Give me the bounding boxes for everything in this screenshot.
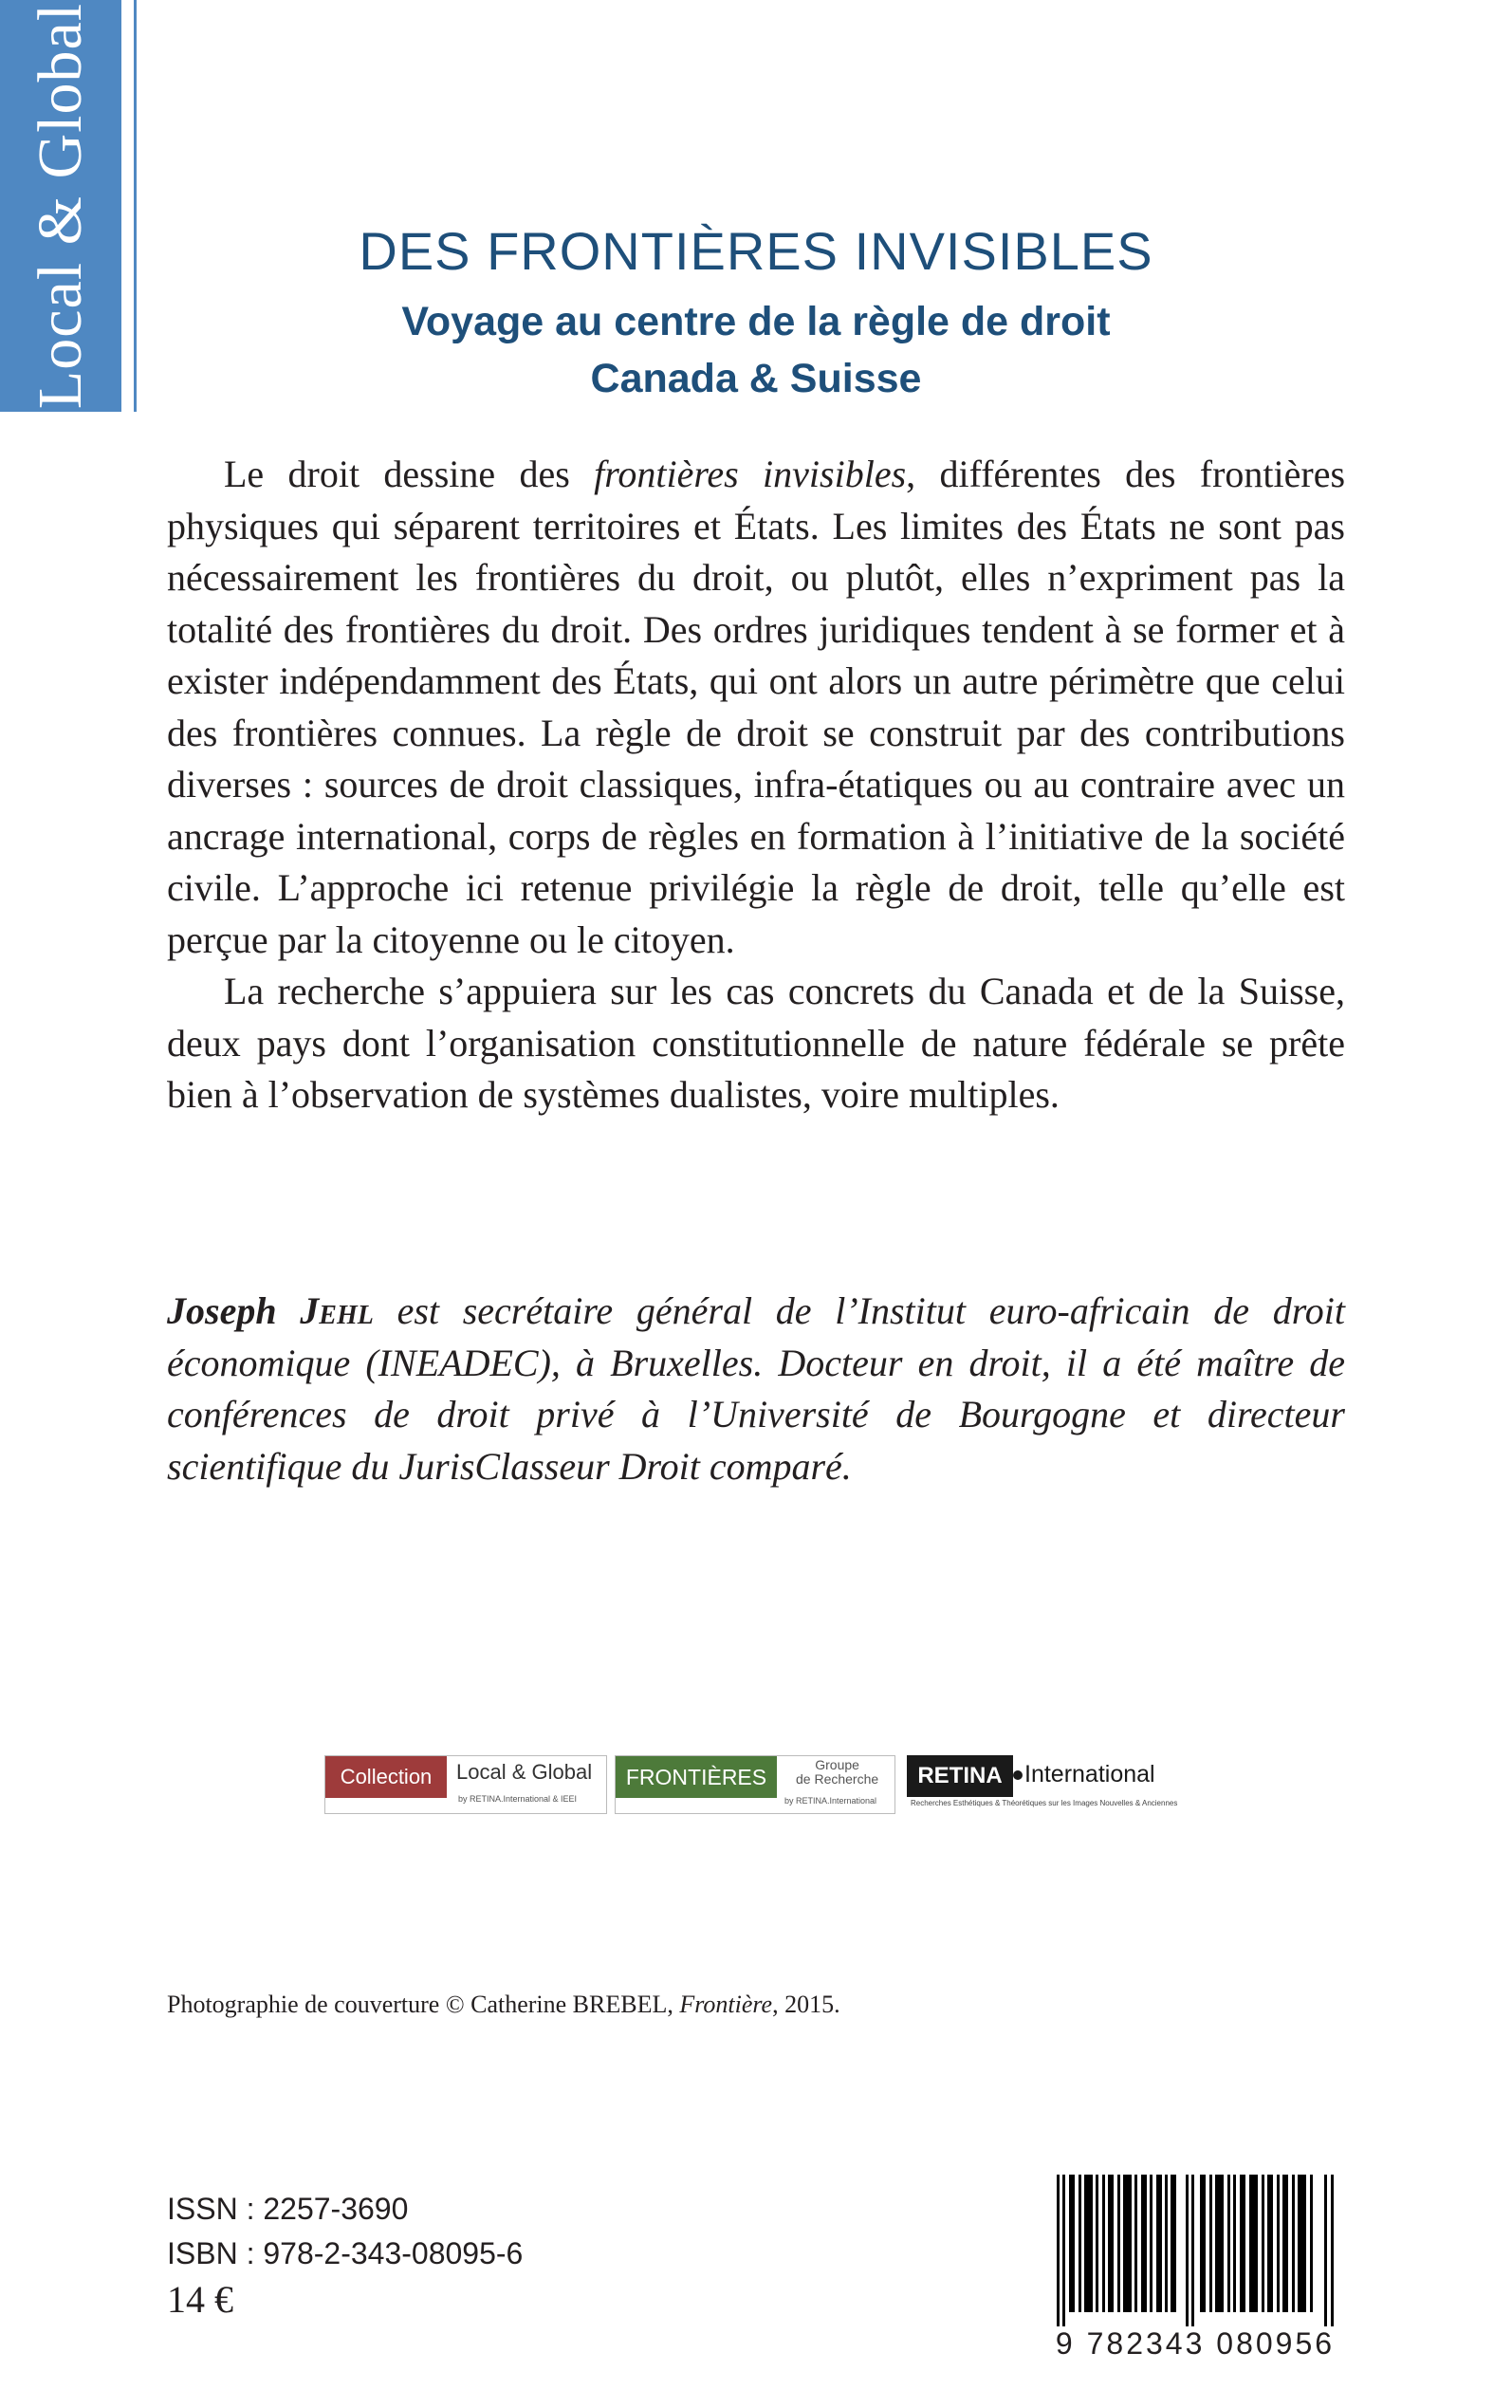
retina-logo-label: RETINA bbox=[907, 1755, 1013, 1797]
retina-logo bbox=[907, 1755, 1188, 1812]
retina-logo-dot bbox=[1013, 1770, 1023, 1780]
retina-logo-name: International bbox=[1024, 1761, 1155, 1787]
spine-tab bbox=[0, 0, 121, 412]
summary-paragraph-1 bbox=[167, 449, 1345, 966]
frontieres-logo-label: FRONTIÈRES bbox=[616, 1756, 777, 1798]
photo-credit bbox=[167, 1991, 840, 2019]
summary-p1-start: Le droit dessine des bbox=[224, 453, 595, 495]
retina-logo-tagline: Recherches Esthétiques & Théorétiques sur les Images Nouvelles & Anciennes bbox=[911, 1799, 1178, 1807]
barcode bbox=[1053, 2175, 1337, 2326]
issn: ISSN : 2257-3690 bbox=[167, 2192, 409, 2226]
frontieres-logo bbox=[615, 1755, 895, 1814]
author-first-name: Joseph bbox=[167, 1289, 277, 1332]
author-bio-text: est secrétaire général de l’Institut euro-africain de droit économique (INEADEC), à Bruxelles. Docteur en droit, il a été maître de conférences de droit privé à l’Université de Bourgogne et directeur scientifique du JurisClasseur Droit comparé. bbox=[167, 1289, 1346, 1488]
book-subtitle-2: Canada & Suisse bbox=[590, 356, 922, 401]
photo-credit-title: Frontière bbox=[679, 1991, 773, 2018]
barcode-number: 9 782343 080956 bbox=[1055, 2326, 1336, 2361]
collection-logo-byline: by RETINA.International & IEEI bbox=[458, 1794, 578, 1804]
summary-p1-rest: , différentes des frontières physiques qui séparent territoires et États. Les limites des États ne sont pas nécessairement les frontières du droit, ou plutôt, elles n’expriment pas la totalité des frontières du droit. Des ordres juridiques tendent à se former et à exister indépendamment des États, qui ont alors un autre périmètre que celui des frontières connues. La règle de droit se construit par des contributions diverses : sources de droit classiques, infra-étatiques ou au contraire avec un ancrage international, corps de règles en formation à l’initiative de la société civile. L’approche ici retenue privilégie la règle de droit, telle qu’elle est perçue par la citoyenne ou le citoyen. bbox=[167, 453, 1346, 961]
spine-label: Local & Global bbox=[26, 2, 95, 410]
summary-p1-italic: frontières invisibles bbox=[594, 453, 907, 495]
summary-paragraph-2: La recherche s’appuiera sur les cas concrets du Canada et de la Suisse, deux pays dont l’organisation constitutionnelle de nature fédérale se prête bien à l’observation de systèmes dualistes, voire multiples. bbox=[167, 970, 1345, 1116]
collection-logo bbox=[324, 1755, 607, 1814]
book-title: DES FRONTIÈRES INVISIBLES bbox=[359, 221, 1153, 281]
author-bio bbox=[167, 1286, 1345, 1492]
frontieres-logo-byline: by RETINA.International bbox=[784, 1796, 877, 1806]
price: 14 € bbox=[167, 2278, 233, 2321]
collection-logo-label: Collection bbox=[325, 1756, 447, 1798]
frontieres-logo-group-1: Groupe bbox=[815, 1757, 859, 1772]
isbn: ISBN : 978-2-343-08095-6 bbox=[167, 2236, 524, 2270]
book-subtitle: Voyage au centre de la règle de droit bbox=[401, 299, 1111, 344]
collection-logo-name: Local & Global bbox=[456, 1760, 593, 1784]
photo-credit-year: , 2015. bbox=[772, 1991, 840, 2018]
photo-credit-text: Photographie de couverture © Catherine BREBEL, bbox=[167, 1991, 680, 2018]
author-last-name: Jehl bbox=[300, 1289, 374, 1332]
frontieres-logo-group bbox=[796, 1758, 878, 1787]
frontieres-logo-group-2: de Recherche bbox=[796, 1771, 879, 1787]
spine-divider bbox=[134, 0, 137, 412]
